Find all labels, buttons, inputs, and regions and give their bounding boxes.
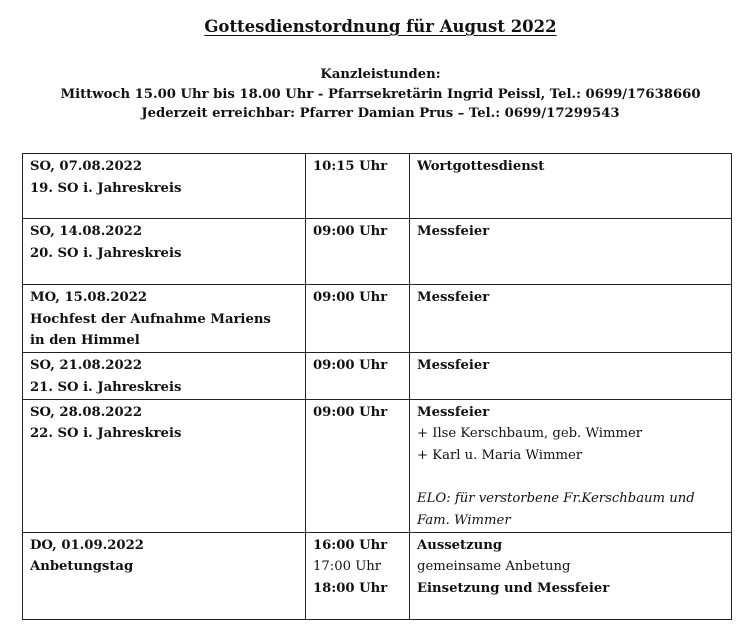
liturgical-occasion: 20. SO i. Jahreskreis [30,245,182,261]
service-cell [410,154,732,219]
service-cell [410,285,732,353]
office-hours-priest: Jederzeit erreichbar: Pfarrer Damian Prus – Tel.: 0699/17299543 [141,106,620,121]
date-cell [23,154,306,219]
table-row [23,399,732,532]
service-cell [410,399,732,532]
office-hours-secretary: Mittwoch 15.00 Uhr bis 18.00 Uhr - Pfarrsekretärin Ingrid Peissl, Tel.: 0699/17638660 [60,86,701,102]
table-row [23,532,732,619]
service-time: 18:00 Uhr [313,581,388,597]
service-date: SO, 21.08.2022 [30,358,143,374]
service-time: 09:00 Uhr [313,224,388,239]
service-type: Einsetzung und Messfeier [417,581,610,597]
service-schedule-table [22,153,732,620]
time-cell [306,532,410,619]
office-hours [0,65,756,124]
date-cell [23,532,306,619]
office-hours-heading: Kanzleistunden: [320,67,441,82]
liturgical-occasion: Anbetungstag [30,559,134,575]
elo-note-continued: Fam. Wimmer [417,513,511,529]
date-cell [23,285,306,353]
spacer [417,467,724,489]
service-type: gemeinsame Anbetung [417,559,571,575]
liturgical-occasion-continued: in den Himmel [30,333,140,349]
liturgical-occasion: 19. SO i. Jahreskreis [30,180,182,196]
mass-intention: + Ilse Kerschbaum, geb. Wimmer [417,426,643,442]
elo-note: ELO: für verstorbene Fr.Kerschbaum und [417,491,695,507]
service-time: 17:00 Uhr [313,559,382,575]
service-type: Messfeier [417,290,490,305]
liturgical-occasion: 21. SO i. Jahreskreis [30,379,182,395]
service-time: 09:00 Uhr [313,290,388,305]
time-cell [306,154,410,219]
liturgical-occasion: Hochfest der Aufnahme Mariens [30,311,271,327]
table-row [23,353,732,399]
service-date: SO, 14.08.2022 [30,224,143,239]
service-date: MO, 15.08.2022 [30,290,148,305]
service-cell [410,219,732,285]
service-time: 09:00 Uhr [313,358,388,374]
table-row [23,219,732,285]
service-type: Messfeier [417,404,490,420]
service-type: Aussetzung [417,537,503,553]
mass-intention: + Karl u. Maria Wimmer [417,447,583,463]
service-time: 09:00 Uhr [313,404,388,420]
page-title: Gottesdienstordnung für August 2022 [204,17,557,36]
table-row [23,285,732,353]
service-cell [410,353,732,399]
time-cell [306,285,410,353]
table-row [23,154,732,219]
time-cell [306,399,410,532]
service-time: 16:00 Uhr [313,537,388,553]
time-cell [306,353,410,399]
liturgical-occasion: 22. SO i. Jahreskreis [30,426,182,442]
date-cell [23,399,306,532]
time-cell [306,219,410,285]
date-cell [23,219,306,285]
service-date: SO, 28.08.2022 [30,404,143,420]
service-date: DO, 01.09.2022 [30,537,144,553]
service-type: Wortgottesdienst [417,159,545,174]
date-cell [23,353,306,399]
service-type: Messfeier [417,358,490,374]
service-time: 10:15 Uhr [313,159,388,174]
service-cell [410,532,732,619]
service-date: SO, 07.08.2022 [30,159,143,174]
service-type: Messfeier [417,224,490,239]
